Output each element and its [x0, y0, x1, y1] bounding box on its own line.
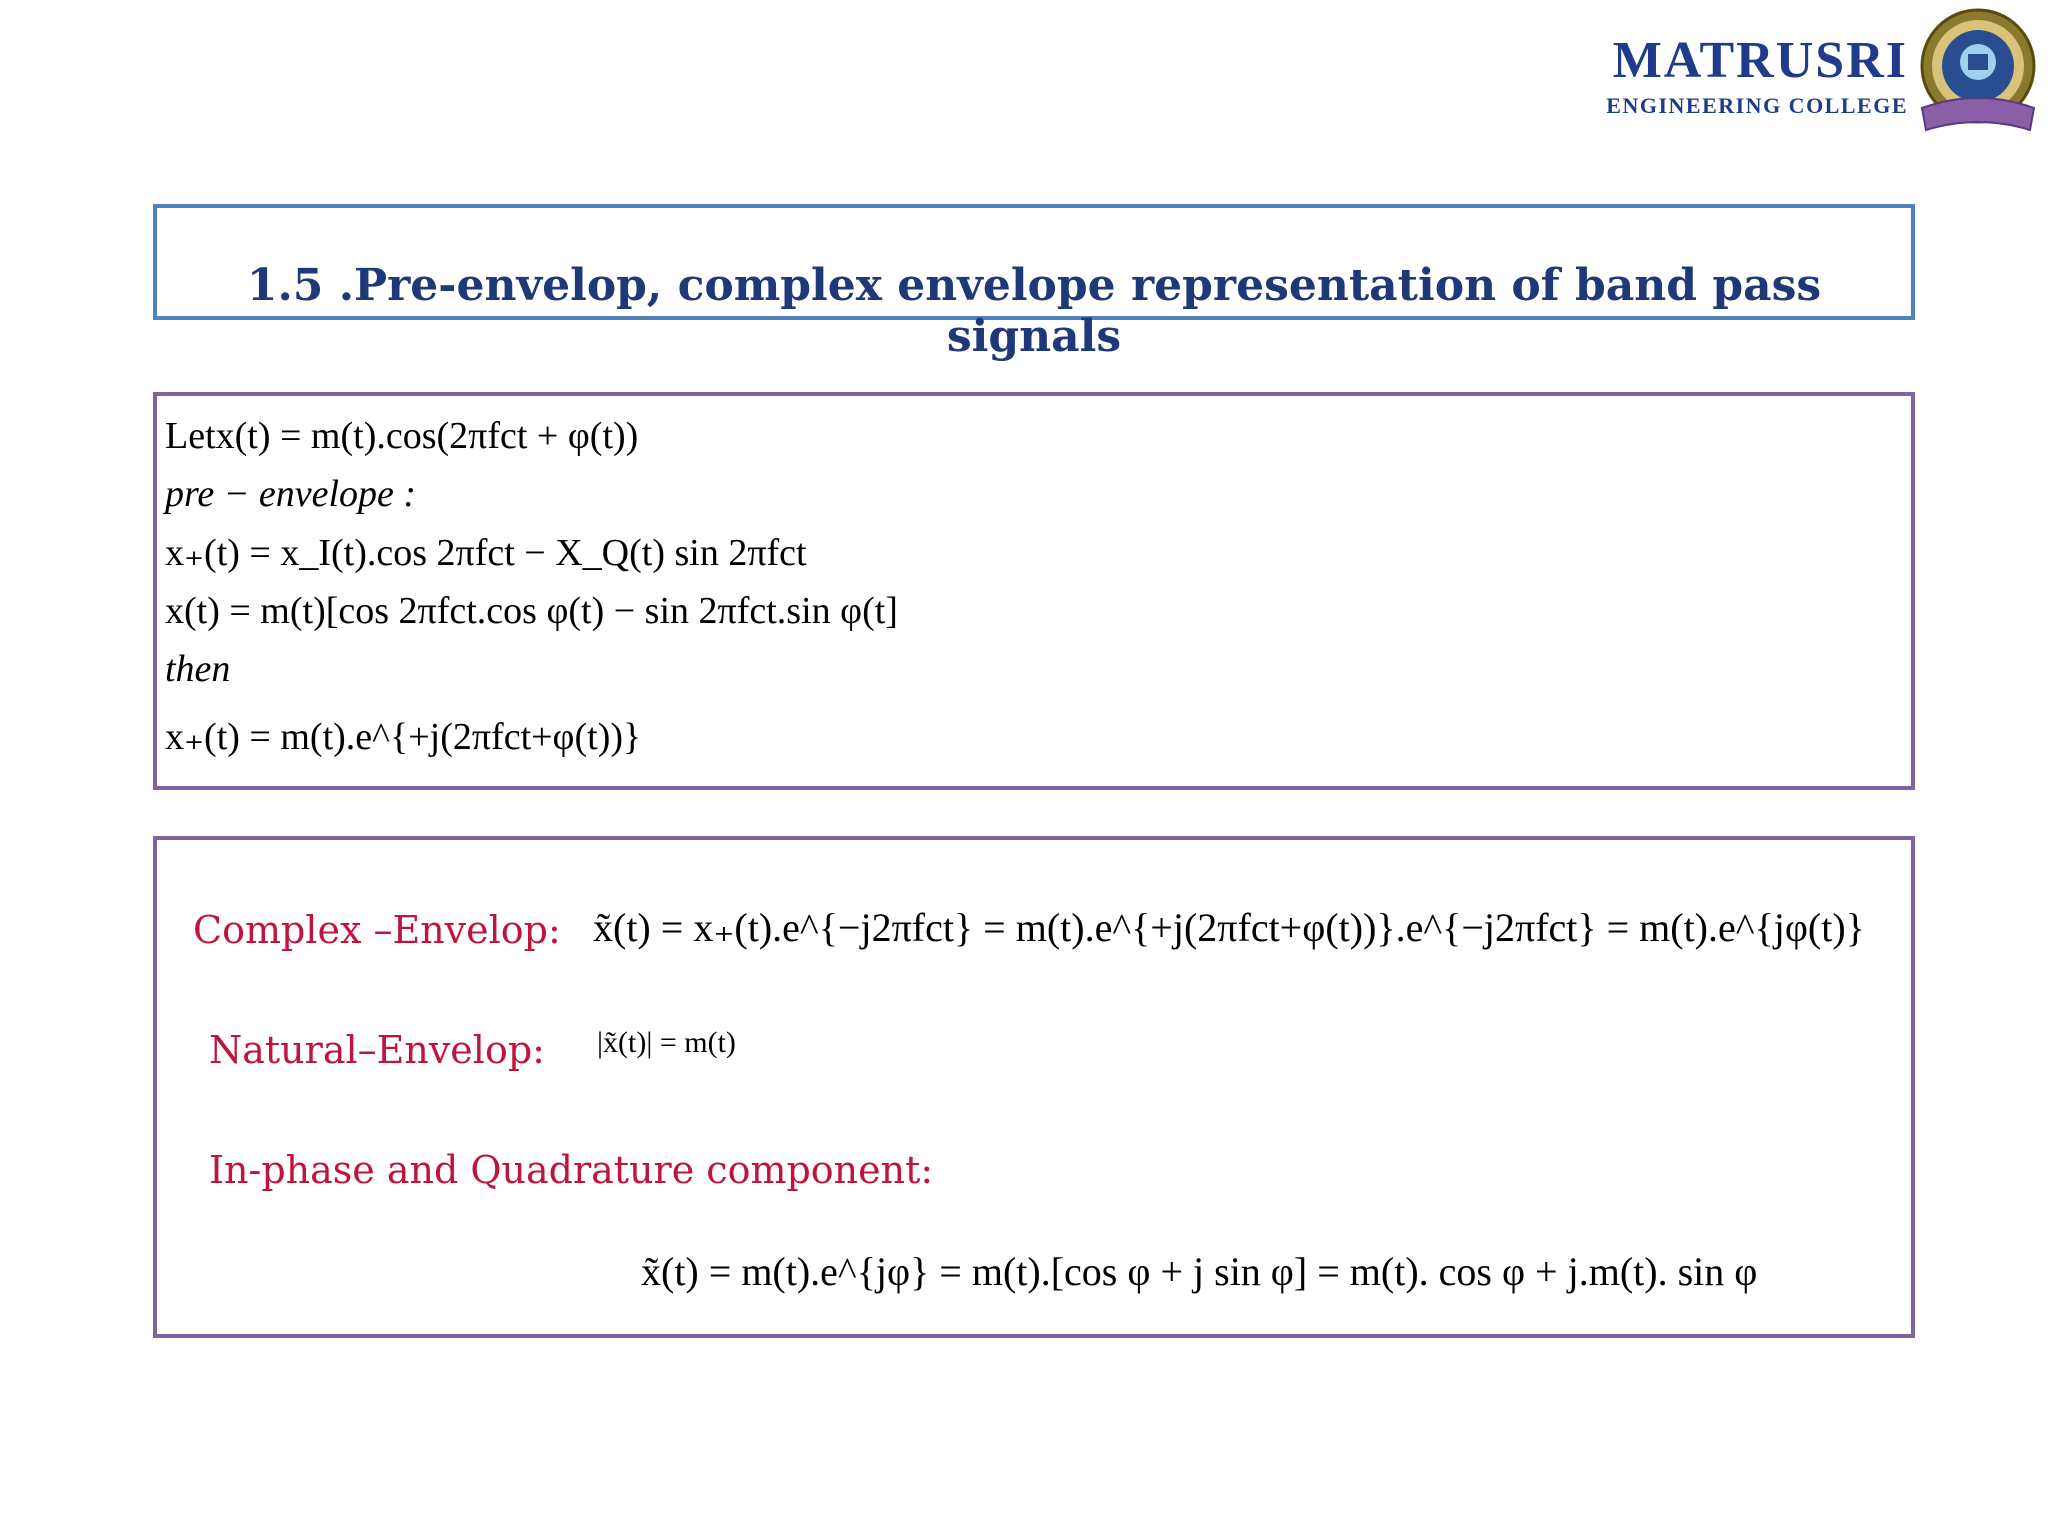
iq-component-equation: x̃(t) = m(t).e^{jφ} = m(t).[cos φ + j sin φ] = m(t). cos φ + j.m(t). sin φ: [641, 1249, 1758, 1294]
college-seal-icon: [1914, 4, 2042, 144]
equation-line-4: x(t) = m(t)[cos 2πfct.cos φ(t) − sin 2πfct.sin φ(t]: [165, 590, 898, 632]
equation-line-2: pre − envelope :: [165, 473, 417, 515]
envelope-box: [153, 836, 1915, 1338]
equation-line-6: x₊(t) = m(t).e^{+j(2πfct+φ(t))}: [165, 716, 642, 758]
college-name: MATRUSRI: [1612, 32, 1908, 89]
complex-envelope-equation: x̃(t) = x₊(t).e^{−j2πfct} = m(t).e^{+j(2πfct+φ(t))}.e^{−j2πfct} = m(t).e^{jφ(t)}: [593, 905, 1865, 950]
slide-title: 1.5 .Pre-envelop, complex envelope representation of band pass signals: [246, 260, 1822, 362]
college-subtitle: ENGINEERING COLLEGE: [1606, 93, 1908, 118]
equation-line-1: Letx(t) = m(t).cos(2πfct + φ(t)): [165, 415, 639, 457]
equation-line-3: x₊(t) = x_I(t).cos 2πfct − X_Q(t) sin 2πfct: [165, 532, 807, 574]
pre-envelope-box: [153, 392, 1915, 790]
equation-line-5: then: [165, 648, 231, 690]
slide-title-box: [153, 204, 1915, 362]
natural-envelope-label: Natural–Envelop:: [209, 1028, 545, 1072]
college-logo-text: [1606, 30, 1908, 120]
complex-envelope-label: Complex –Envelop:: [193, 908, 561, 952]
natural-envelope-equation: |x̃(t)| = m(t): [597, 1026, 736, 1059]
iq-component-label: In-phase and Quadrature component:: [209, 1148, 934, 1192]
